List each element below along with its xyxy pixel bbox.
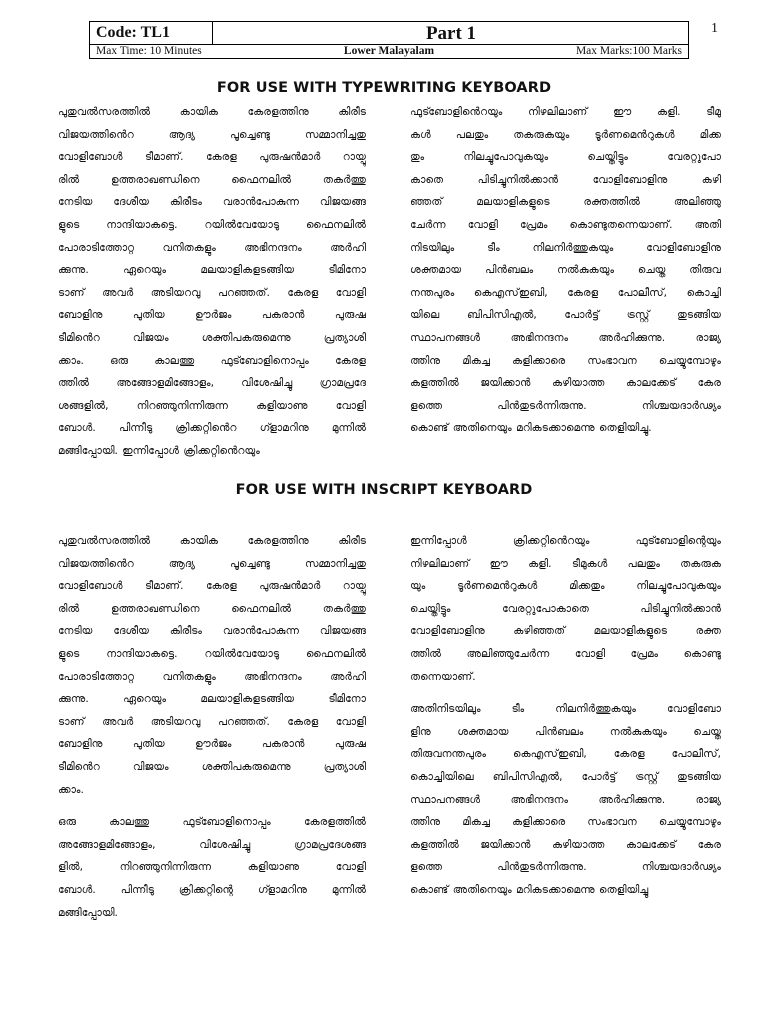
- text-line: ത്തിൽ അങ്ങോളമിങ്ങോളം, വിശേഷിച്ചു ഗ്രാമപ്രദേ: [58, 377, 366, 390]
- section-heading-typewriting: FOR USE WITH TYPEWRITING KEYBOARD: [216, 80, 552, 96]
- text-line: ഒരു കാലത്തു ഫുട്ബോളിനൊപ്പം കേരളത്തിൽ: [58, 816, 366, 829]
- text-line: പുതുവൽസരത്തിൽ കായിക കേരളത്തിനു കിരീട: [58, 106, 366, 118]
- text-line: ഇന്നിപ്പോൾ ക്രിക്കറ്റിൻെറയും ഫുട്ബോളിന്റെയും: [410, 535, 721, 547]
- text-line: രിൽ ഉത്തരാഖണ്ഡിനെ ഫൈനലിൽ തകർത്തു: [58, 173, 366, 186]
- text-line: കാതെ പിടിച്ചുനിൽക്കാൻ വോളിബോളിനു കഴി: [410, 173, 721, 186]
- text-line: ക്കുന്നു. ഏറെയും മലയാളികളടങ്ങിയ ടീമിനോ: [58, 693, 366, 706]
- text-line: നേടിയ ദേശീയ കിരീടം വരാൻപോകുന്ന വിജയങ്ങ: [58, 625, 366, 638]
- text-line: ടാണ് അവർ അടിയറവു പറഞ്ഞത്. കേരള വോളി: [58, 715, 366, 728]
- part-title: Part 1: [425, 23, 477, 44]
- text-line: ളുടെ നാന്ദിയാകട്ടെ. റയിൽവേയോടു ഫൈനലിൽ: [58, 218, 366, 231]
- text-line: നിഴലിലാണ് ഈ കളി. ടീമുകൾ പലതും തകരുക: [410, 557, 721, 570]
- text-line: ളത്തെ പിൻതുടർന്നിരുന്നു. നിശ്ചയദാർഢ്യം: [410, 861, 721, 874]
- text-line: സ്ഥാപനങ്ങൾ അഭിനന്ദനം അർഹിക്കുന്നു. രാജ്യ: [410, 331, 721, 344]
- max-marks: Max Marks:100 Marks: [575, 45, 682, 57]
- text-line: ശങ്ങളിൽ, നിറഞ്ഞുനിന്നിരുന്ന കളിയാണു വോളി: [58, 399, 366, 412]
- text-line: കൊണ്ട് അതിനെയും മറികടക്കാമെന്നു തെളിയിച്ചു: [410, 883, 649, 896]
- text-line: അതിനിടയിലും ടീം നിലനിർത്തുകയും വോളിബോ: [410, 703, 721, 716]
- text-line: മങ്ങിപ്പോയി. ഇന്നിപ്പോൾ ക്രിക്കറ്റിൻെറയും: [58, 444, 260, 457]
- text-line: അങ്ങോളമിങ്ങോളം, വിശേഷിച്ചു ഗ്രാമപ്രദേശങ്ങ: [58, 838, 366, 851]
- text-line: തന്നെയാണ്.: [410, 670, 476, 683]
- text-line: യും ടൂർണമെൻറുകൾ മിക്കതും നിലച്ചുപോവുകയും: [410, 580, 721, 593]
- exam-code: Code: TL1: [90, 22, 213, 44]
- page-number: 1: [711, 21, 718, 36]
- text-line: കൊച്ചിയിലെ ബിപിസിഎൽ, പോർട്ട് ട്രസ്റ്റ് തുടങ്ങിയ: [410, 770, 721, 783]
- text-line: പോരാടിത്തോറ്റ വനിതകളും അഭിനന്ദനം അർഹി: [58, 241, 366, 254]
- text-line: ശക്തമായ പിൻബലം നൽകുകയും ചെയ്ത തിരുവ: [410, 264, 721, 277]
- text-line: പുതുവൽസരത്തിൽ കായിക കേരളത്തിനു കിരീട: [58, 535, 366, 547]
- text-line: നേടിയ ദേശീയ കിരീടം വരാൻപോകുന്ന വിജയങ്ങ: [58, 196, 366, 209]
- inscript-right-paragraph-2: [410, 698, 721, 901]
- language-label: Lower Malayalam: [343, 45, 435, 57]
- text-line: ബോളിനു പുതിയ ഊർജം പകരാൻ പുരുഷ: [58, 738, 366, 751]
- text-line: ക്കുന്നു. ഏറെയും മലയാളികളടങ്ങിയ ടീമിനോ: [58, 264, 366, 277]
- inscript-right-column: [410, 530, 721, 902]
- text-line: തിരുവനന്തപുരം കെഎസ്ഇബി, കേരള പോലീസ്,: [410, 748, 721, 761]
- text-line: കൾ പലതും തകരുകയും ടൂർണമെൻറുകൾ മിക്ക: [410, 128, 721, 141]
- text-line: ളുടെ നാന്ദിയാകട്ടെ. റയിൽവേയോടു ഫൈനലിൽ: [58, 647, 366, 660]
- text-line: ളത്തെ പിൻതുടർന്നിരുന്നു. നിശ്ചയദാർഢ്യം: [410, 399, 721, 412]
- text-line: ത്തിനു മികച്ച കളിക്കാരെ സംഭാവന ചെയ്യുമ്പോഴും: [410, 354, 721, 367]
- text-line: സ്ഥാപനങ്ങൾ അഭിനന്ദനം അർഹിക്കുന്നു. രാജ്യ: [410, 793, 721, 806]
- text-line: ചേർന്ന വോളി പ്രേമം കൊണ്ടുതന്നെയാണ്. അതി: [410, 218, 721, 231]
- text-line: ഫുട്ബോളിൻെറയും നിഴലിലാണ് ഈ കളി. ടീമു: [410, 106, 721, 118]
- text-line: ബോൾ. പിന്നീടു ക്രിക്കറ്റിൻെറ ഗ്ളാമറിനു മുന്നിൽ: [58, 422, 366, 435]
- text-line: കളത്തിൽ ജയിക്കാൻ കഴിയാത്ത കാലക്കേട് കേര: [410, 377, 721, 390]
- text-line: ബോളിനു പുതിയ ഊർജം പകരാൻ പുരുഷ: [58, 309, 366, 322]
- section-heading-inscript: FOR USE WITH INSCRIPT KEYBOARD: [235, 482, 533, 498]
- inscript-left-paragraph-1: [58, 530, 366, 801]
- text-line: ത്തിനു മികച്ച കളിക്കാരെ സംഭാവന ചെയ്യുമ്പോഴും: [410, 816, 721, 829]
- text-line: തും നിലച്ചുപോവുകയും ചെയ്തിട്ടും വേരറ്റുപോ: [410, 151, 721, 164]
- text-line: ടാണ് അവർ അടിയറവു പറഞ്ഞത്. കേരള വോളി: [58, 286, 366, 299]
- inscript-right-paragraph-1: [410, 530, 721, 688]
- exam-header-table: [89, 21, 689, 59]
- text-line: പോരാടിത്തോറ്റ വനിതകളും അഭിനന്ദനം അർഹി: [58, 670, 366, 683]
- inscript-left-column: [58, 530, 366, 924]
- typewriting-right-column: [410, 101, 721, 440]
- text-line: യിലെ ബിപിസിഎൽ, പോർട്ട് ട്രസ്റ്റ് തുടങ്ങിയ: [410, 309, 721, 322]
- text-line: രിൽ ഉത്തരാഖണ്ഡിനെ ഫൈനലിൽ തകർത്തു: [58, 602, 366, 615]
- header-row-top: [90, 22, 688, 45]
- text-line: ഞ്ഞത് മലയാളികളുടെ രക്തത്തിൽ അലിഞ്ഞു: [410, 196, 721, 209]
- text-line: വോളിബോളിനു കഴിഞ്ഞത് മലയാളികളുടെ രക്ത: [410, 625, 721, 638]
- max-time: Max Time: 10 Minutes: [96, 45, 202, 57]
- inscript-left-paragraph-2: [58, 811, 366, 924]
- text-line: ചെയ്തിട്ടും വേരറ്റുപോകാതെ പിടിച്ചുനിൽക്കാൻ: [410, 602, 721, 615]
- text-line: കളത്തിൽ ജയിക്കാൻ കഴിയാത്ത കാലക്കേട് കേര: [410, 838, 721, 851]
- text-line: കൊണ്ട് അതിനെയും മറികടക്കാമെന്നു തെളിയിച്ചു.: [410, 422, 652, 435]
- text-line: ക്കാം. ഒരു കാലത്തു ഫുട്ബോളിനൊപ്പം കേരള: [58, 354, 366, 367]
- header-row-bottom: [90, 44, 688, 59]
- typewriting-left-column: [58, 101, 366, 463]
- text-line: വിജയത്തിൻെറ ആദ്യ പൂച്ചെണ്ടു സമ്മാനിച്ചതു: [58, 128, 366, 141]
- text-line: വോളിബോൾ ടീമാണ്. കേരള പുരുഷൻമാർ റായ്പൂ: [58, 151, 366, 164]
- text-line: ബോൾ. പിന്നീടു ക്രിക്കറ്റിന്റെ ഗ്ളാമറിനു മുന്നിൽ: [58, 883, 366, 896]
- text-line: ക്കാം.: [58, 783, 84, 796]
- text-line: വോളിബോൾ ടീമാണ്. കേരള പുരുഷൻമാർ റായ്പൂ: [58, 580, 366, 593]
- text-line: വിജയത്തിൻെറ ആദ്യ പൂച്ചെണ്ടു സമ്മാനിച്ചതു: [58, 557, 366, 570]
- text-line: ടീമിൻെറ വിജയം ശക്തിപകരുമെന്നു പ്രത്യാശി: [58, 331, 366, 344]
- text-line: ളിനു ശക്തമായ പിൻബലം നൽകുകയും ചെയ്ത: [410, 725, 721, 738]
- text-line: ത്തിൽ അലിഞ്ഞുചേർന്ന വോളി പ്രേമം കൊണ്ടു: [410, 647, 721, 660]
- text-line: ടീമിൻെറ വിജയം ശക്തിപകരുമെന്നു പ്രത്യാശി: [58, 760, 366, 773]
- text-line: മങ്ങിപ്പോയി.: [58, 906, 118, 919]
- text-line: ളിൽ, നിറഞ്ഞുനിന്നിരുന്ന കളിയാണു വോളി: [58, 861, 366, 874]
- text-line: നന്തപുരം കെഎസ്ഇബി, കേരള പോലീസ്, കൊച്ചി: [410, 286, 721, 299]
- text-line: നിടയിലും ടീം നിലനിർത്തുകയും വോളിബോളിനു: [410, 241, 721, 254]
